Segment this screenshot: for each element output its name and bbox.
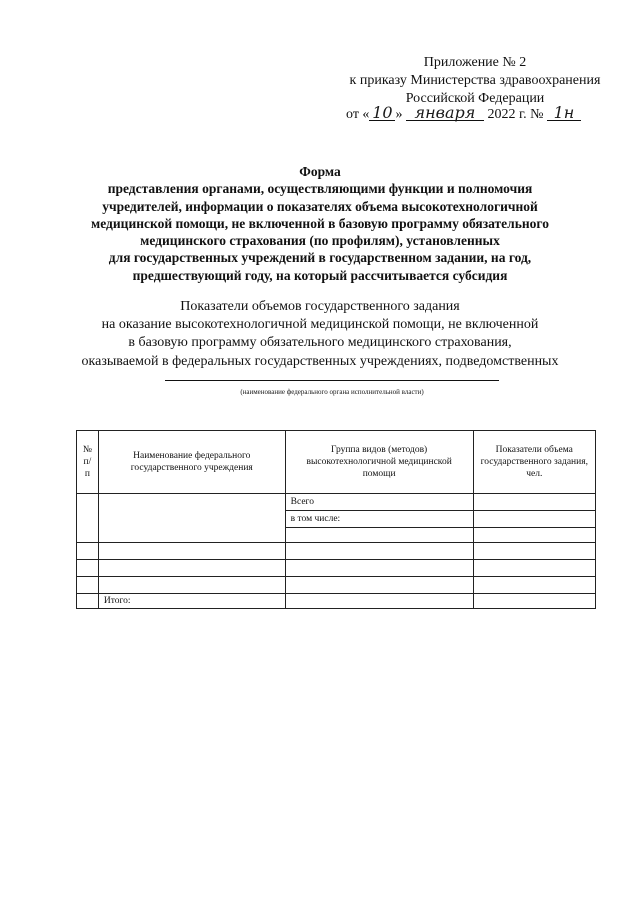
date-mid: »: [395, 107, 403, 122]
table-cell: [98, 543, 285, 560]
table-cell: [473, 594, 595, 609]
table-row-itogo: [77, 594, 596, 609]
section-subtitle: [40, 298, 600, 371]
table-cell: [473, 577, 595, 594]
form-title: [40, 163, 600, 284]
form-title-line: медицинской помощи, не включенной в базовую программу обязательного: [91, 215, 549, 231]
subtitle-line: оказываемой в федеральных государственных учреждениях, подведомственных: [81, 353, 559, 369]
order-month: января: [406, 105, 484, 121]
cell-including-label: в том числе:: [285, 511, 473, 528]
appendix-country: Российской Федерации: [405, 91, 545, 106]
form-title-line: медицинского страхования (по профилям), установленных: [140, 233, 500, 249]
header-volume: Показатели объема государственного задания, чел.: [473, 431, 595, 494]
table-header-row: [77, 431, 596, 494]
header-institution: Наименование федерального государственного учреждения: [98, 431, 285, 494]
table-row: [77, 560, 596, 577]
cell-including-value: [473, 511, 595, 528]
table-cell: [77, 594, 99, 609]
table-cell: [285, 594, 473, 609]
appendix-order-ref: к приказу Министерства здравоохранения: [349, 73, 601, 88]
subtitle-line: в базовую программу обязательного медицинского страхования,: [128, 335, 512, 351]
cell-institution: [98, 494, 285, 543]
table-row: [77, 577, 596, 594]
table-cell: [285, 543, 473, 560]
appendix-number: Приложение № 2: [423, 55, 527, 70]
cell-number: [77, 494, 99, 543]
form-title-line: Форма: [299, 164, 341, 179]
table-row-total: [77, 494, 596, 511]
agency-name-caption: (наименование федерального органа исполнительной власти): [240, 388, 424, 396]
form-title-line: предшествующий году, на который рассчитывается субсидия: [132, 267, 508, 283]
table-cell: [98, 577, 285, 594]
order-date-line: [346, 105, 581, 123]
table-cell: [77, 543, 99, 560]
cell-total-value: [473, 494, 595, 511]
table-cell: [285, 560, 473, 577]
order-year: 2022 г. №: [487, 107, 544, 122]
table-cell: [473, 543, 595, 560]
table-cell: [77, 560, 99, 577]
table-cell: [285, 528, 473, 543]
table-cell: [98, 560, 285, 577]
agency-name-underline: [165, 380, 499, 381]
form-title-line: учредителей, информации о показателях объема высокотехнологичной: [102, 198, 538, 214]
form-title-line: для государственных учреждений в государственном задании, на год,: [108, 250, 532, 266]
table-cell: [77, 577, 99, 594]
subtitle-line: Показатели объемов государственного задания: [180, 299, 460, 314]
header-number: № п/п: [77, 431, 99, 494]
table-cell: [473, 560, 595, 577]
header-care-group: Группа видов (методов) высокотехнологичной медицинской помощи: [285, 431, 473, 494]
subtitle-line: на оказание высокотехнологичной медицинской помощи, не включенной: [101, 317, 539, 333]
table-cell: [285, 577, 473, 594]
order-day: 10: [369, 105, 395, 121]
order-number: 1н: [547, 105, 581, 121]
table-cell: [473, 528, 595, 543]
date-prefix: от «: [346, 107, 370, 122]
indicators-table: [76, 430, 596, 609]
cell-total-label: Всего: [285, 494, 473, 511]
form-title-line: представления органами, осуществляющими функции и полномочия: [107, 181, 533, 197]
appendix-header: [330, 54, 620, 108]
table-row: [77, 543, 596, 560]
cell-itogo-label: Итого:: [98, 594, 285, 609]
